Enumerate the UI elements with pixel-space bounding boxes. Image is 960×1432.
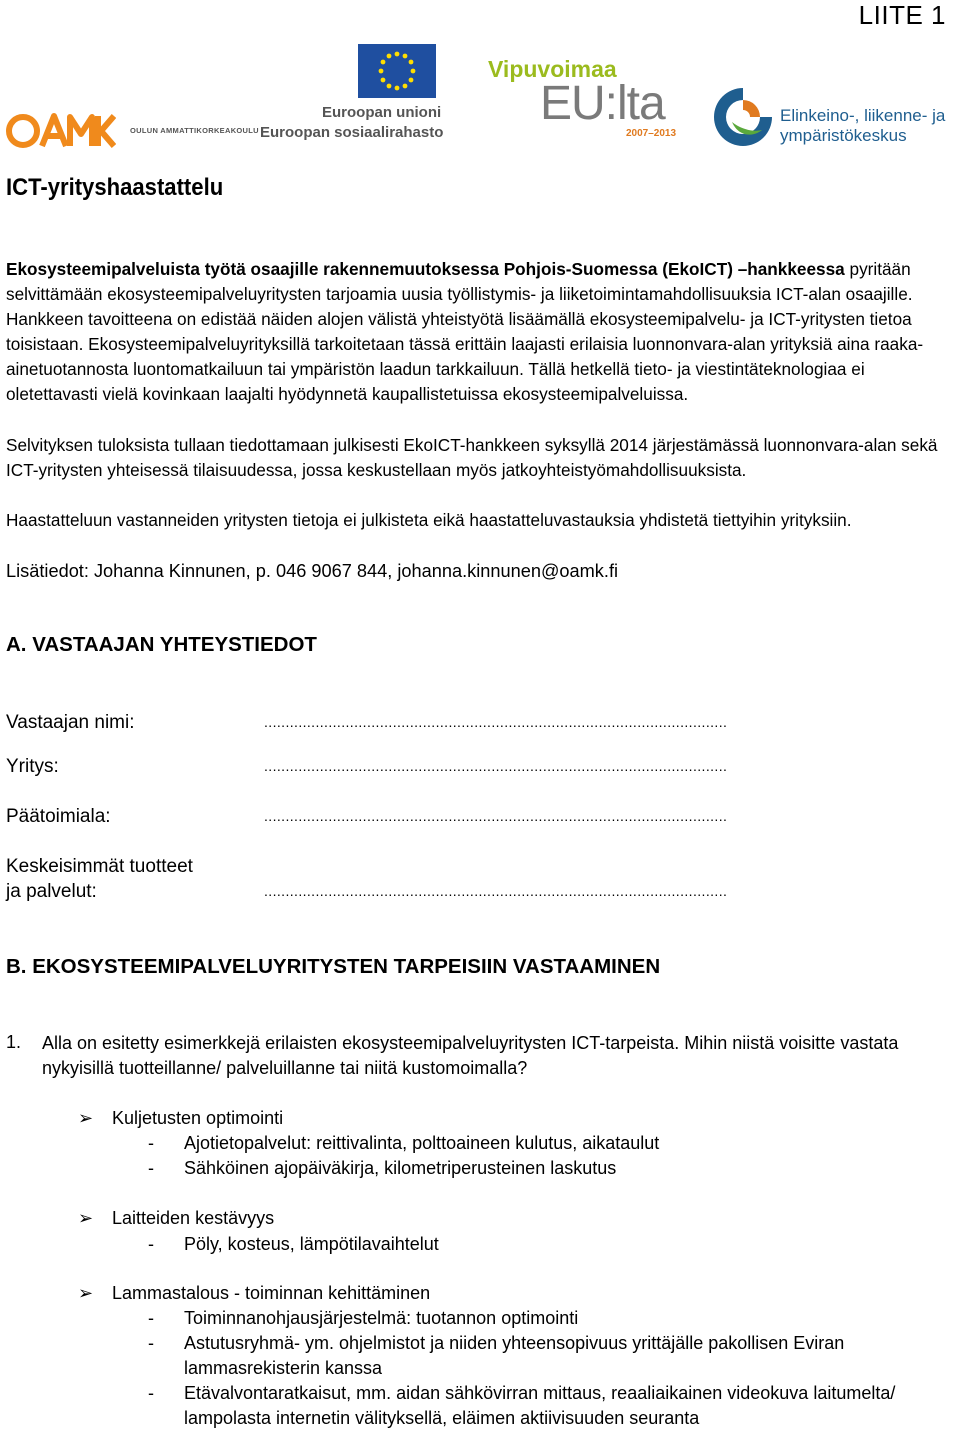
group-title: Kuljetusten optimointi: [112, 1108, 284, 1128]
bullet-group-durability: [78, 1206, 274, 1231]
ely-line1: Elinkeino-, liikenne- ja: [780, 106, 946, 125]
ely-logo: [712, 86, 952, 150]
list-item: [148, 1381, 928, 1406]
list-item-text: Sähköinen ajopäiväkirja, kilometriperusteinen laskutus: [184, 1158, 617, 1178]
list-item-text: Astutusryhmä- ym. ohjelmistot ja niiden yhteensopivuus yrittäjälle pakollisen Eviran: [184, 1333, 845, 1353]
section-a-heading: A. VASTAAJAN YHTEYSTIEDOT: [6, 633, 317, 656]
field-input-company[interactable]: ............................................................................................................: [264, 758, 728, 774]
bullet-group-sheep: [78, 1281, 430, 1306]
dash-bullet: -: [148, 1234, 154, 1254]
eu-line2: Euroopan sosiaalirahasto: [260, 124, 444, 141]
list-item-text: Toiminnanohjausjärjestelmä: tuotannon optimointi: [184, 1308, 579, 1328]
group-title: Lammastalous - toiminnan kehittäminen: [112, 1283, 431, 1303]
field-label-products: [6, 854, 193, 904]
field-input-industry[interactable]: ............................................................................................................: [264, 808, 728, 824]
bullet-group-transport: [78, 1106, 283, 1131]
list-item-continuation: [148, 1356, 928, 1381]
field-label-name: Vastaajan nimi:: [6, 712, 135, 733]
dash-bullet: -: [148, 1383, 154, 1403]
ely-emblem-icon: [712, 86, 774, 148]
vipu-main: EU:lta: [540, 77, 665, 130]
field-label-products-line1: Keskeisimmät tuotteet: [6, 856, 193, 877]
oamk-name: OULUN AMMATTIKORKEAKOULU: [130, 126, 259, 135]
list-item: [148, 1232, 928, 1257]
vipu-top: Vipuvoimaa: [488, 56, 617, 82]
list-item-text: lampolasta internetin välityksellä, eläimen aktiivisuuden seuranta: [184, 1408, 700, 1428]
field-label-industry: Päätoimiala:: [6, 806, 111, 827]
dash-bullet: -: [148, 1308, 154, 1328]
oamk-logo: [6, 112, 259, 152]
section-b-heading: B. EKOSYSTEEMIPALVELUYRITYSTEN TARPEISIIN VASTAAMINEN: [6, 955, 661, 978]
group-title: Laitteiden kestävyys: [112, 1208, 275, 1228]
list-item: [148, 1131, 928, 1156]
list-item-text: Etävalvontaratkaisut, mm. aidan sähkövirran mittaus, reaaliaikainen videokuva laitumelta/: [184, 1383, 896, 1403]
list-item-text: Pöly, kosteus, lämpötilavaihtelut: [184, 1234, 439, 1254]
vipu-years: 2007–2013: [626, 128, 677, 139]
arrow-bullet-icon: ➢: [78, 1108, 94, 1128]
field-label-products-line2: ja palvelut:: [6, 881, 97, 902]
list-item: [148, 1331, 928, 1356]
list-item: [148, 1306, 928, 1331]
ely-line2: ympäristökeskus: [780, 126, 907, 145]
question-number: 1.: [6, 1032, 22, 1052]
paragraph-results: Selvityksen tuloksista tullaan tiedottamaan julkisesti EkoICT-hankkeen syksyllä 2014 järjestämässä luonnonvara-alan sekä ICT-yritysten yhteisessä tilaisuudessa, jossa keskustellaan myös jatkoyhteistyömahdollisuuksista.: [6, 435, 938, 480]
arrow-bullet-icon: ➢: [78, 1283, 94, 1303]
eu-logo: [260, 44, 444, 146]
paragraph-privacy: Haastatteluun vastanneiden yritysten tietoja ei julkisteta eikä haastatteluvastauksia yhdistetä tiettyihin yrityksiin.: [6, 510, 852, 530]
vipuvoimaa-logo: [488, 56, 688, 144]
dash-bullet: -: [148, 1333, 154, 1353]
list-item-text: lammasrekisterin kanssa: [184, 1358, 383, 1378]
question-text: Alla on esitetty esimerkkejä erilaisten ekosysteemipalveluyritysten ICT-tarpeista. Mihin niistä voisitte vastata nykyisillä tuotteillanne/ palveluillanne tai niitä kustomoimalla?: [42, 1033, 899, 1078]
list-item-text: Ajotietopalvelut: reittivalinta, polttoaineen kulutus, aikataulut: [184, 1133, 660, 1153]
paragraph-contact: Lisätiedot: Johanna Kinnunen, p. 046 9067 844, johanna.kinnunen@oamk.fi: [6, 561, 619, 581]
dash-bullet: -: [148, 1133, 154, 1153]
intro-text: pyritään selvittämään ekosysteemipalveluyritysten tarjoamia uusia työllistymis- ja liiketoimintamahdollisuuksia ICT-alan osaajille. Hankkeen tavoitteena on edistää näiden alojen välistä yhteistyötä lisäämällä ekosysteemipalvelu- ja ICT-yritysten tietoa toisistaan. Ekosysteemipalveluyrityksillä tarkoitetaan tässä erittäin laajasti erilaisia luonnonvara-alan yrityksiä aina raaka-ainetuotannosta luontomatkailuun tai ympäristön laadun tarkkailuun. Tällä hetkellä tieto- ja viestintäteknologiaa ei oletettavasti vielä kovinkaan laajalti hyödynnetä kaupallistetuissa ekosysteemipalveluissa.: [6, 259, 924, 404]
field-input-name[interactable]: ............................................................................................................: [264, 714, 728, 730]
eu-line1: Euroopan unioni: [322, 104, 442, 121]
intro-bold: Ekosysteemipalveluista työtä osaajille rakennemuutoksessa Pohjois-Suomessa (EkoICT) –hankkeessa: [6, 259, 845, 279]
dash-bullet: -: [148, 1158, 154, 1178]
oamk-logo-mark: [6, 112, 116, 150]
field-input-products[interactable]: ............................................................................................................: [264, 883, 728, 899]
document-title: ICT-yrityshaastattelu: [6, 174, 224, 201]
eu-flag-icon: [358, 44, 436, 98]
field-label-company: Yritys:: [6, 756, 59, 777]
intro-paragraph: [6, 257, 956, 407]
appendix-label: LIITE 1: [858, 0, 946, 30]
list-item-continuation: [148, 1406, 928, 1431]
arrow-bullet-icon: ➢: [78, 1208, 94, 1228]
list-item: [148, 1156, 928, 1181]
